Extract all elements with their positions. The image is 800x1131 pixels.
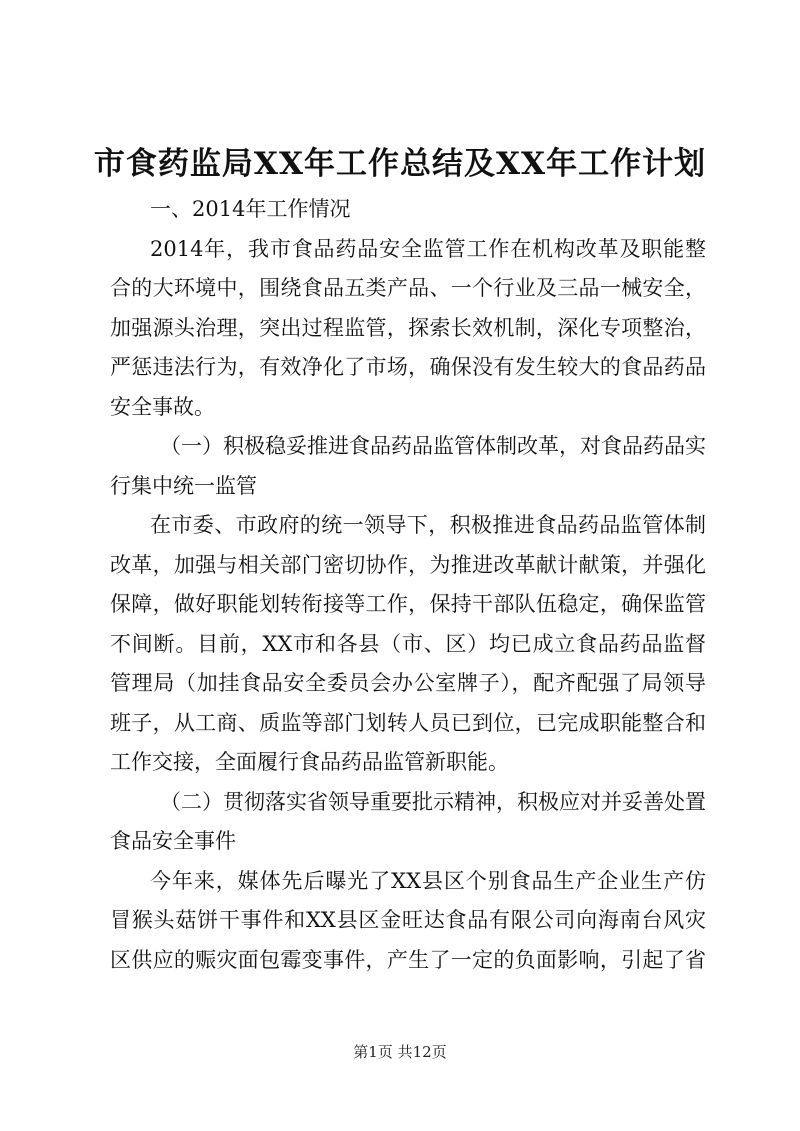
paragraph-line: 严惩违法行为，有效净化了市场，确保没有发生较大的食品药品 xyxy=(110,355,706,379)
paragraph-line: 班子，从工商、质监等部门划转人员已到位，已完成职能整合和 xyxy=(110,710,706,735)
paragraph-line: 保障，做好职能划转衔接等工作，保持干部队伍稳定，确保监管 xyxy=(110,592,706,616)
subsection-heading: （二）贯彻落实省领导重要批示精神，积极应对并妥善处置 xyxy=(160,789,706,814)
subsection-heading: 行集中统一监管 xyxy=(110,473,257,498)
paragraph-line: 加强源头治理，突出过程监管，探索长效机制，深化专项整治， xyxy=(110,315,706,340)
paragraph-line: 在市委、市政府的统一领导下，积极推进食品药品监管体制 xyxy=(150,513,706,537)
section-heading: 一、2014年工作情况 xyxy=(150,197,351,221)
paragraph-line: 区供应的赈灾面包霉变事件，产生了一定的负面影响，引起了省 xyxy=(110,947,706,972)
paragraph-line: 合的大环境中，围绕食品五类产品、一个行业及三品一械安全， xyxy=(110,276,706,300)
document-body xyxy=(110,190,706,980)
paragraph-line: 不间断。目前，XX市和各县（市、区）均已成立食品药品监督 xyxy=(110,631,706,656)
paragraph-line: 今年来，媒体先后曝光了XX县区个别食品生产企业生产仿 xyxy=(150,868,706,893)
paragraph-line: 工作交接，全面履行食品药品监管新职能。 xyxy=(110,750,509,774)
paragraph-line: 改革，加强与相关部门密切协作，为推进改革献计献策，并强化 xyxy=(110,552,706,577)
paragraph-line: 2014年，我市食品药品安全监管工作在机构改革及职能整 xyxy=(150,236,706,261)
paragraph-line: 冒猴头菇饼干事件和XX县区金旺达食品有限公司向海南台风灾 xyxy=(110,908,706,932)
subsection-heading: （一）积极稳妥推进食品药品监管体制改革，对食品药品实 xyxy=(160,434,706,458)
paragraph-line: 管理局（加挂食品安全委员会办公室牌子），配齐配强了局领导 xyxy=(110,671,706,695)
document-title: 市食药监局XX年工作总结及XX年工作计划 xyxy=(93,146,707,182)
subsection-heading: 食品安全事件 xyxy=(110,829,236,853)
page-footer: 第1页 共12页 xyxy=(353,1043,447,1061)
paragraph-line: 安全事故。 xyxy=(110,394,215,419)
